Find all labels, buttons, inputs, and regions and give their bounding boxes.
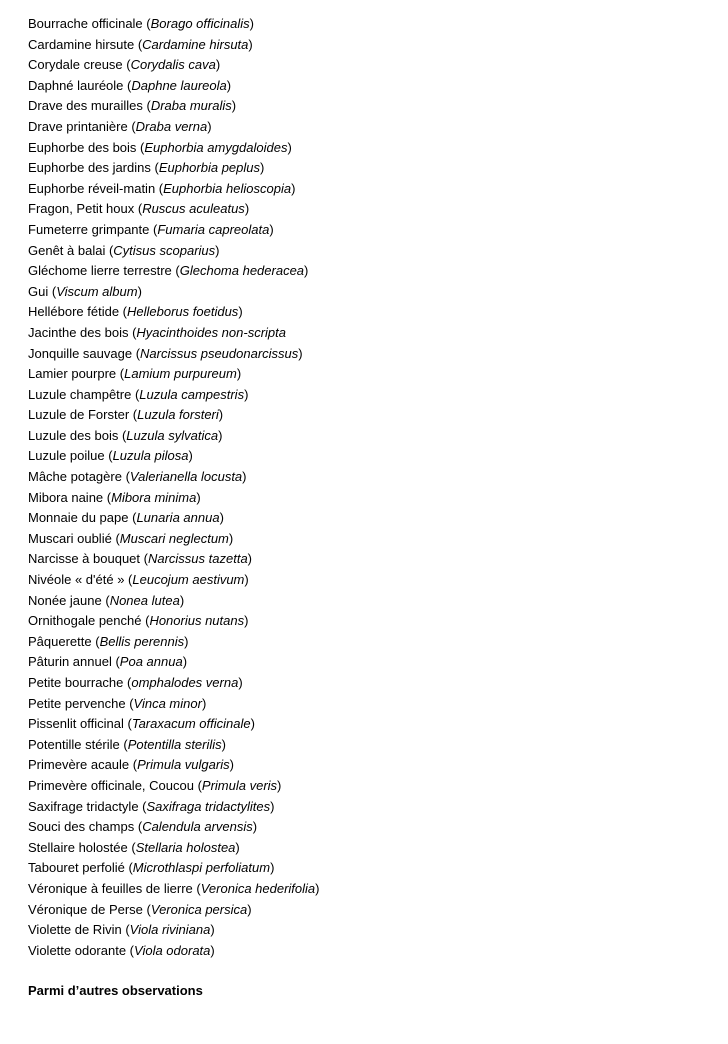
closing-paren: ) [179, 592, 185, 608]
species-item: Véronique de Perse (Veronica persica) [28, 901, 252, 917]
closing-paren: ) [244, 201, 250, 217]
common-name: Genêt à balai [28, 242, 106, 258]
closing-paren: ) [218, 407, 224, 423]
species-item: Fragon, Petit houx (Ruscus aculeatus) [28, 201, 250, 217]
closing-paren: ) [287, 139, 292, 155]
closing-paren: ) [218, 427, 223, 443]
closing-paren: ) [201, 695, 207, 711]
species-item: Euphorbe des bois (Euphorbia amygdaloides) [28, 139, 292, 155]
species-item: Pâquerette (Bellis perennis) [28, 633, 189, 649]
common-name: Souci des champs [28, 819, 135, 835]
latin-name: Primula vulgaris [137, 757, 230, 773]
species-item: Mibora naine (Mibora minima) [28, 489, 201, 505]
common-name: Euphorbe des bois [28, 139, 137, 155]
closing-paren: ) [252, 819, 258, 835]
species-item: Jacinthe des bois (Hyacinthoides non-scripta [28, 324, 286, 340]
latin-name: Borago officinalis [150, 16, 250, 31]
closing-paren: ) [215, 57, 221, 73]
species-item: Primevère officinale, Coucou (Primula veris) [28, 777, 282, 793]
closing-paren: ) [270, 798, 275, 814]
latin-name: Cardamine hirsuta [142, 36, 249, 52]
common-name: Jacinthe des bois [28, 324, 129, 340]
closing-paren: ) [247, 551, 253, 567]
common-name: Mibora naine [28, 489, 104, 505]
common-name: Muscari oublié [28, 530, 112, 546]
closing-paren: ) [228, 530, 234, 546]
common-name: Primevère acaule [28, 757, 130, 773]
latin-name: Microthlaspi perfoliatum [132, 860, 271, 876]
closing-paren: ) [231, 98, 237, 114]
latin-name: Veronica persica [150, 901, 248, 917]
latin-name: Muscari neglectum [119, 530, 229, 546]
species-list [28, 14, 708, 961]
latin-name: Euphorbia peplus [158, 160, 261, 176]
common-name: Lamier pourpre [28, 366, 117, 382]
common-name: Narcisse à bouquet [28, 551, 141, 567]
species-item: Daphné lauréole (Daphne laureola) [28, 77, 232, 93]
latin-name: Euphorbia helioscopia [163, 180, 292, 196]
latin-name: Lunaria annua [136, 510, 220, 526]
closing-paren: ) [219, 510, 224, 526]
common-name: Drave printanière [28, 118, 128, 134]
latin-name: Valerianella locusta [129, 469, 243, 485]
common-name: Fumeterre grimpante [28, 221, 150, 237]
common-name: Hellébore fétide [28, 304, 120, 320]
common-name: Daphné lauréole [28, 77, 124, 93]
species-item: Mâche potagère (Valerianella locusta) [28, 469, 247, 485]
closing-paren: ) [269, 221, 274, 237]
species-item: Gléchome lierre terrestre (Glechoma hederacea) [28, 263, 309, 279]
latin-name: Ruscus aculeatus [142, 201, 245, 217]
species-item: Hellébore fétide (Helleborus foetidus) [28, 304, 243, 320]
latin-name: Corydalis cava [130, 57, 216, 73]
common-name: Corydale creuse [28, 57, 123, 73]
closing-paren: ) [247, 901, 252, 917]
species-item: Drave des murailles (Draba muralis) [28, 98, 237, 114]
closing-paren: ) [236, 366, 242, 382]
common-name: Violette de Rivin [28, 922, 122, 938]
closing-paren: ) [184, 633, 189, 649]
common-name: Potentille stérile [28, 736, 120, 752]
common-name: Luzule de Forster [28, 407, 130, 423]
latin-name: Draba muralis [150, 98, 232, 114]
species-item: Euphorbe réveil-matin (Euphorbia helioscopia) [28, 180, 296, 196]
common-name: Jonquille sauvage [28, 345, 133, 361]
closing-paren: ) [291, 180, 296, 196]
closing-paren: ) [229, 757, 234, 773]
common-name: Euphorbe des jardins [28, 160, 151, 176]
latin-name: Luzula campestris [139, 386, 245, 402]
species-item: Luzule de Forster (Luzula forsteri) [28, 407, 224, 423]
species-item: Tabouret perfolié (Microthlaspi perfoliatum) [28, 860, 275, 876]
latin-name: Lamium purpureum [124, 366, 237, 382]
closing-paren: ) [207, 118, 212, 134]
common-name: Luzule des bois [28, 427, 119, 443]
species-item: Lamier pourpre (Lamium purpureum) [28, 366, 242, 382]
common-name: Mâche potagère [28, 469, 122, 485]
latin-name: Potentilla sterilis [127, 736, 222, 752]
latin-name: Veronica hederifolia [200, 880, 316, 896]
species-item: Pâturin annuel (Poa annua) [28, 654, 188, 670]
species-item: Cardamine hirsute (Cardamine hirsuta) [28, 36, 253, 52]
closing-paren: ) [298, 345, 303, 361]
species-item: Euphorbe des jardins (Euphorbia peplus) [28, 160, 265, 176]
closing-paren: ) [182, 654, 188, 670]
species-item: Pissenlit officinal (Taraxacum officinale) [28, 716, 255, 732]
common-name: Stellaire holostée [28, 839, 128, 855]
closing-paren: ) [242, 469, 247, 485]
species-item: Gui (Viscum album) [28, 283, 142, 299]
latin-name: Vinca minor [133, 695, 202, 711]
common-name: Ornithogale penché [28, 613, 142, 629]
closing-paren: ) [250, 716, 255, 732]
common-name: Gléchome lierre terrestre [28, 263, 172, 279]
common-name: Petite pervenche [28, 695, 126, 711]
closing-paren: ) [210, 942, 215, 958]
latin-name: Narcissus pseudonarcissus [140, 345, 299, 361]
latin-name: Mibora minima [111, 489, 197, 505]
species-item: Drave printanière (Draba verna) [28, 118, 212, 134]
latin-name: Stellaria holostea [135, 839, 236, 855]
common-name: Petite bourrache [28, 675, 124, 690]
closing-paren: ) [244, 613, 249, 629]
closing-paren: ) [215, 242, 220, 258]
species-item: Ornithogale penché (Honorius nutans) [28, 613, 249, 629]
species-item: Narcisse à bouquet (Narcissus tazetta) [28, 551, 253, 567]
closing-paren: ) [221, 736, 227, 752]
closing-paren: ) [238, 304, 243, 320]
latin-name: Saxifraga tridactylites [146, 798, 271, 814]
common-name: Pâturin annuel [28, 654, 112, 670]
species-item: Fumeterre grimpante (Fumaria capreolata) [28, 221, 274, 237]
latin-name: Cytisus scoparius [113, 242, 216, 258]
latin-name: Calendula arvensis [142, 819, 253, 835]
common-name: Luzule champêtre [28, 386, 132, 402]
document-page [28, 14, 708, 1001]
common-name: Fragon, Petit houx [28, 201, 135, 217]
common-name: Pâquerette [28, 633, 92, 649]
latin-name: Luzula sylvatica [126, 427, 219, 443]
species-item: Saxifrage tridactyle (Saxifraga tridactylites) [28, 798, 275, 814]
common-name: Nonée jaune [28, 592, 102, 608]
common-name: Pissenlit officinal [28, 716, 124, 732]
species-item: Petite bourrache (omphalodes verna) [28, 675, 243, 690]
latin-name: Helleborus foetidus [127, 304, 239, 320]
species-item: Potentille stérile (Potentilla sterilis) [28, 736, 227, 752]
common-name: Cardamine hirsute [28, 36, 135, 52]
latin-name: Nonea lutea [109, 592, 180, 608]
species-item: Bourrache officinale (Borago officinalis) [28, 16, 254, 31]
closing-paren: ) [238, 675, 243, 690]
latin-name: omphalodes verna [131, 675, 239, 690]
closing-paren: ) [188, 448, 193, 464]
latin-name: Taraxacum officinale [131, 716, 251, 732]
common-name: Gui [28, 283, 49, 299]
species-item: Luzule poilue (Luzula pilosa) [28, 448, 193, 464]
species-item: Jonquille sauvage (Narcissus pseudonarcissus) [28, 345, 303, 361]
common-name: Luzule poilue [28, 448, 105, 464]
closing-paren: ) [270, 860, 275, 876]
species-item: Véronique à feuilles de lierre (Veronica hederifolia) [28, 880, 320, 896]
common-name: Nivéole « d'été » [28, 572, 125, 588]
common-name: Tabouret perfolié [28, 860, 125, 876]
closing-paren: ) [249, 16, 254, 31]
latin-name: Viscum album [56, 283, 138, 299]
latin-name: Viola riviniana [129, 922, 211, 938]
species-item: Monnaie du pape (Lunaria annua) [28, 510, 224, 526]
closing-paren: ) [260, 160, 265, 176]
species-item: Genêt à balai (Cytisus scoparius) [28, 242, 220, 258]
latin-name: Luzula forsteri [137, 407, 219, 423]
species-item: Stellaire holostée (Stellaria holostea) [28, 839, 240, 855]
latin-name: Luzula pilosa [112, 448, 189, 464]
common-name: Drave des murailles [28, 98, 143, 114]
species-item: Luzule champêtre (Luzula campestris) [28, 386, 249, 402]
species-item: Luzule des bois (Luzula sylvatica) [28, 427, 223, 443]
closing-paren: ) [210, 922, 215, 938]
common-name: Saxifrage tridactyle [28, 798, 139, 814]
closing-paren: ) [244, 572, 249, 588]
species-item: Corydale creuse (Corydalis cava) [28, 57, 221, 73]
section-heading: Parmi d’autres observations [28, 983, 203, 999]
latin-name: Poa annua [119, 654, 183, 670]
latin-name: Draba verna [135, 118, 208, 134]
latin-name: Euphorbia amygdaloides [144, 139, 288, 155]
common-name: Primevère officinale, Coucou [28, 777, 194, 793]
common-name: Véronique à feuilles de lierre [28, 880, 193, 896]
closing-paren: ) [244, 386, 249, 402]
latin-name: Honorius nutans [149, 613, 245, 629]
closing-paren: ) [137, 283, 142, 299]
closing-paren: ) [277, 777, 282, 793]
species-item: Souci des champs (Calendula arvensis) [28, 819, 258, 835]
latin-name: Leucojum aestivum [132, 572, 245, 588]
common-name: Bourrache officinale [28, 16, 143, 31]
closing-paren: ) [315, 880, 320, 896]
common-name: Véronique de Perse [28, 901, 143, 917]
closing-paren: ) [235, 839, 240, 855]
species-item: Nonée jaune (Nonea lutea) [28, 592, 185, 608]
species-item: Violette odorante (Viola odorata) [28, 942, 215, 958]
closing-paren: ) [226, 77, 232, 93]
common-name: Euphorbe réveil-matin [28, 180, 156, 196]
closing-paren: ) [248, 36, 253, 52]
species-item: Primevère acaule (Primula vulgaris) [28, 757, 234, 773]
closing-paren: ) [304, 263, 309, 279]
latin-name: Daphne laureola [131, 77, 227, 93]
common-name: Violette odorante [28, 942, 127, 958]
latin-name: Viola odorata [134, 942, 211, 958]
species-item: Nivéole « d'été » (Leucojum aestivum) [28, 572, 249, 588]
latin-name: Fumaria capreolata [157, 221, 270, 237]
latin-name: Bellis perennis [99, 633, 185, 649]
latin-name: Hyacinthoides non-scripta [136, 324, 286, 340]
species-item: Violette de Rivin (Viola riviniana) [28, 922, 215, 938]
common-name: Monnaie du pape [28, 510, 129, 526]
species-item: Muscari oublié (Muscari neglectum) [28, 530, 234, 546]
latin-name: Glechoma hederacea [179, 263, 305, 279]
closing-paren: ) [196, 489, 201, 505]
species-item: Petite pervenche (Vinca minor) [28, 695, 207, 711]
latin-name: Narcissus tazetta [147, 551, 248, 567]
latin-name: Primula veris [201, 777, 278, 793]
